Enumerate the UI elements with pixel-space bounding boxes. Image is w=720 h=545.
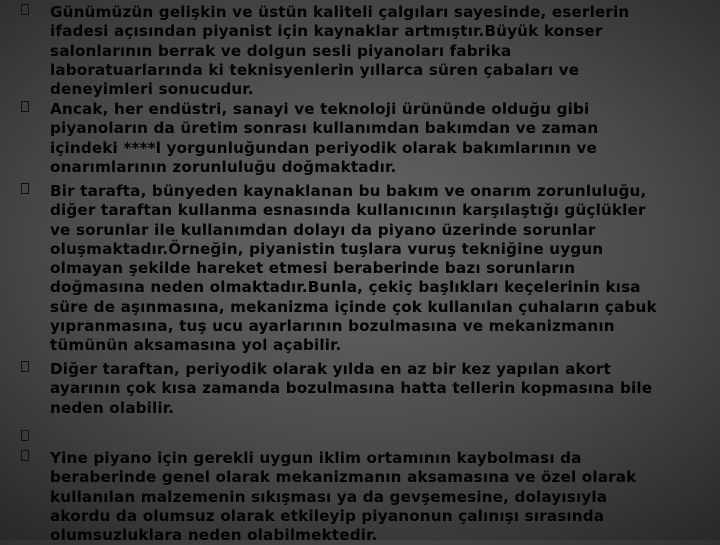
square-bullet-icon (21, 430, 29, 441)
bullet-text: Diğer taraftan, periyodik olarak yılda en az bir kez yapılan akort ayarının çok kısa zamanda bozulmasına hatta tellerin kopmasına bile neden olabilir. (50, 360, 653, 417)
bullet-text: Günümüzün gelişkin ve üstün kaliteli çalgıları sayesinde, eserlerin ifadesi açısından piyanist için kaynaklar artmıştır.Büyük konser salonlarının berrak ve dolgun sesli piyanoları fabrika laboratuarlarında ki teknisyenlerin yıllarca süren çabaları ve deneyimleri sonucudur. (50, 3, 630, 99)
square-bullet-icon (21, 4, 29, 15)
bullet-text: Yine piyano için gerekli uygun iklim ortamının kaybolması da beraberinde genel olarak mekanizmanın aksamasına ve özel olarak kullanılan malzemenin sıkışması ya da gevşemesine, dolayısıyla akordu da olumsuz olarak etkileyip piyanonun çalınışı sırasında olumsuzluklara neden olabilmektedir. (50, 449, 637, 545)
square-bullet-icon (21, 101, 29, 112)
square-bullet-icon (21, 361, 29, 372)
square-bullet-icon (21, 183, 29, 194)
square-bullet-icon (21, 450, 29, 461)
bullet-text: Bir tarafta, bünyeden kaynaklanan bu bakım ve onarım zorunluluğu, diğer taraftan kullanma esnasında kullanıcının karşılaştığı güçlükler ve sorunlar ile kullanımdan dolayı da piyano üzerinde sorunlar oluşmaktadır.Örneğin, piyanistin tuşlara vuruş tekniğine uygun olmayan şekilde hareket etmesi beraberinde bazı sorunların doğmasına neden olmaktadır.Bunla, çekiç başlıkları keçelerinin kısa süre de aşınmasına, mekanizma içinde çok kullanılan çuhaların çabuk yıpranmasına, tuş ucu ayarlarının bozulmasına ve mekanizmanın tümünün aksamasına yol açabilir. (50, 182, 657, 355)
bullet-text: Ancak, her endüstri, sanayi ve teknoloji ürününde olduğu gibi piyanoların da üretim sonrası kullanımdan bakımdan ve zaman içindeki ****l yorgunluğundan periyodik olarak bakımlarının ve onarımlarının zorunluluğu doğmaktadır. (50, 100, 599, 176)
